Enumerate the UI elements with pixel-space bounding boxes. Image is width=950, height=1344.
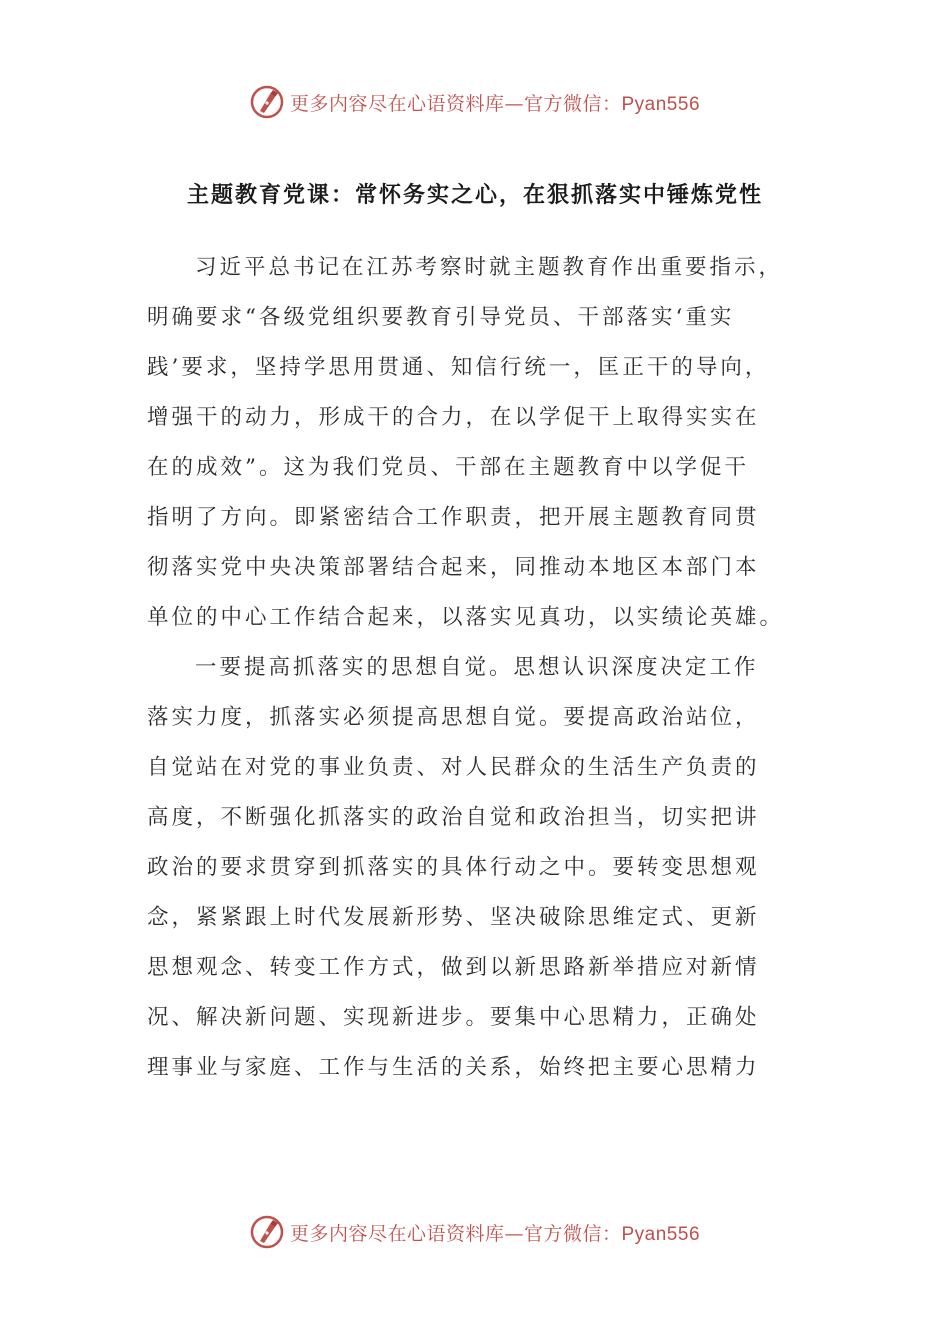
paragraph-line: 况、解决新问题、实现新进步。要集中心思精力，正确处 (147, 1005, 760, 1030)
pen-nib-logo-icon (250, 1215, 284, 1249)
paragraph-line: 落实力度，抓落实必须提高思想自觉。要提高政治站位， (147, 705, 760, 730)
article-body (147, 243, 797, 1093)
paragraph-line: 政治的要求贯穿到抓落实的具体行动之中。要转变思想观 (147, 855, 760, 880)
paragraph-line: 理事业与家庭、工作与生活的关系，始终把主要心思精力 (147, 1055, 760, 1080)
paragraph-line: 指明了方向。即紧密结合工作职责，把开展主题教育同贯 (147, 505, 760, 530)
paragraph-line: 增强干的动力，形成干的合力，在以学促干上取得实实在 (147, 405, 760, 430)
paragraph-line: 彻落实党中央决策部署结合起来，同推动本地区本部门本 (147, 555, 760, 580)
footer-wechat-id: Pyan556 (621, 1223, 701, 1245)
footer-banner (0, 1212, 950, 1252)
document-title: 主题教育党课：常怀务实之心，在狠抓落实中锤炼党性 (186, 183, 763, 208)
footer-banner-label: 更多内容尽在心语资料库—官方微信： (289, 1222, 622, 1245)
paragraph-line: 明确要求“各级党组织要教育引导党员、干部落实‘重实 (147, 305, 735, 330)
header-banner (0, 82, 950, 122)
paragraph-line: 自觉站在对党的事业负责、对人民群众的生活生产负责的 (147, 755, 760, 780)
paragraph-line: 高度，不断强化抓落实的政治自觉和政治担当，切实把讲 (147, 805, 760, 830)
pen-nib-logo-icon (250, 85, 284, 119)
header-banner-label: 更多内容尽在心语资料库—官方微信： (289, 92, 622, 115)
header-banner-text (290, 89, 700, 116)
paragraph-line: 习近平总书记在江苏考察时就主题教育作出重要指示， (195, 255, 784, 280)
footer-banner-text (290, 1219, 700, 1246)
paragraph-line: 单位的中心工作结合起来，以落实见真功，以实绩论英雄。 (147, 605, 785, 630)
paragraph-line: 一要提高抓落实的思想自觉。思想认识深度决定工作 (195, 655, 759, 680)
paragraph-line: 践’要求，坚持学思用贯通、知信行统一，匡正干的导向， (147, 355, 770, 380)
paragraph-line: 思想观念、转变工作方式，做到以新思路新举措应对新情 (147, 955, 760, 980)
header-wechat-id: Pyan556 (621, 93, 701, 115)
paragraph-line: 念，紧紧跟上时代发展新形势、坚决破除思维定式、更新 (147, 905, 760, 930)
paragraph-line: 在的成效”。这为我们党员、干部在主题教育中以学促干 (147, 455, 749, 480)
